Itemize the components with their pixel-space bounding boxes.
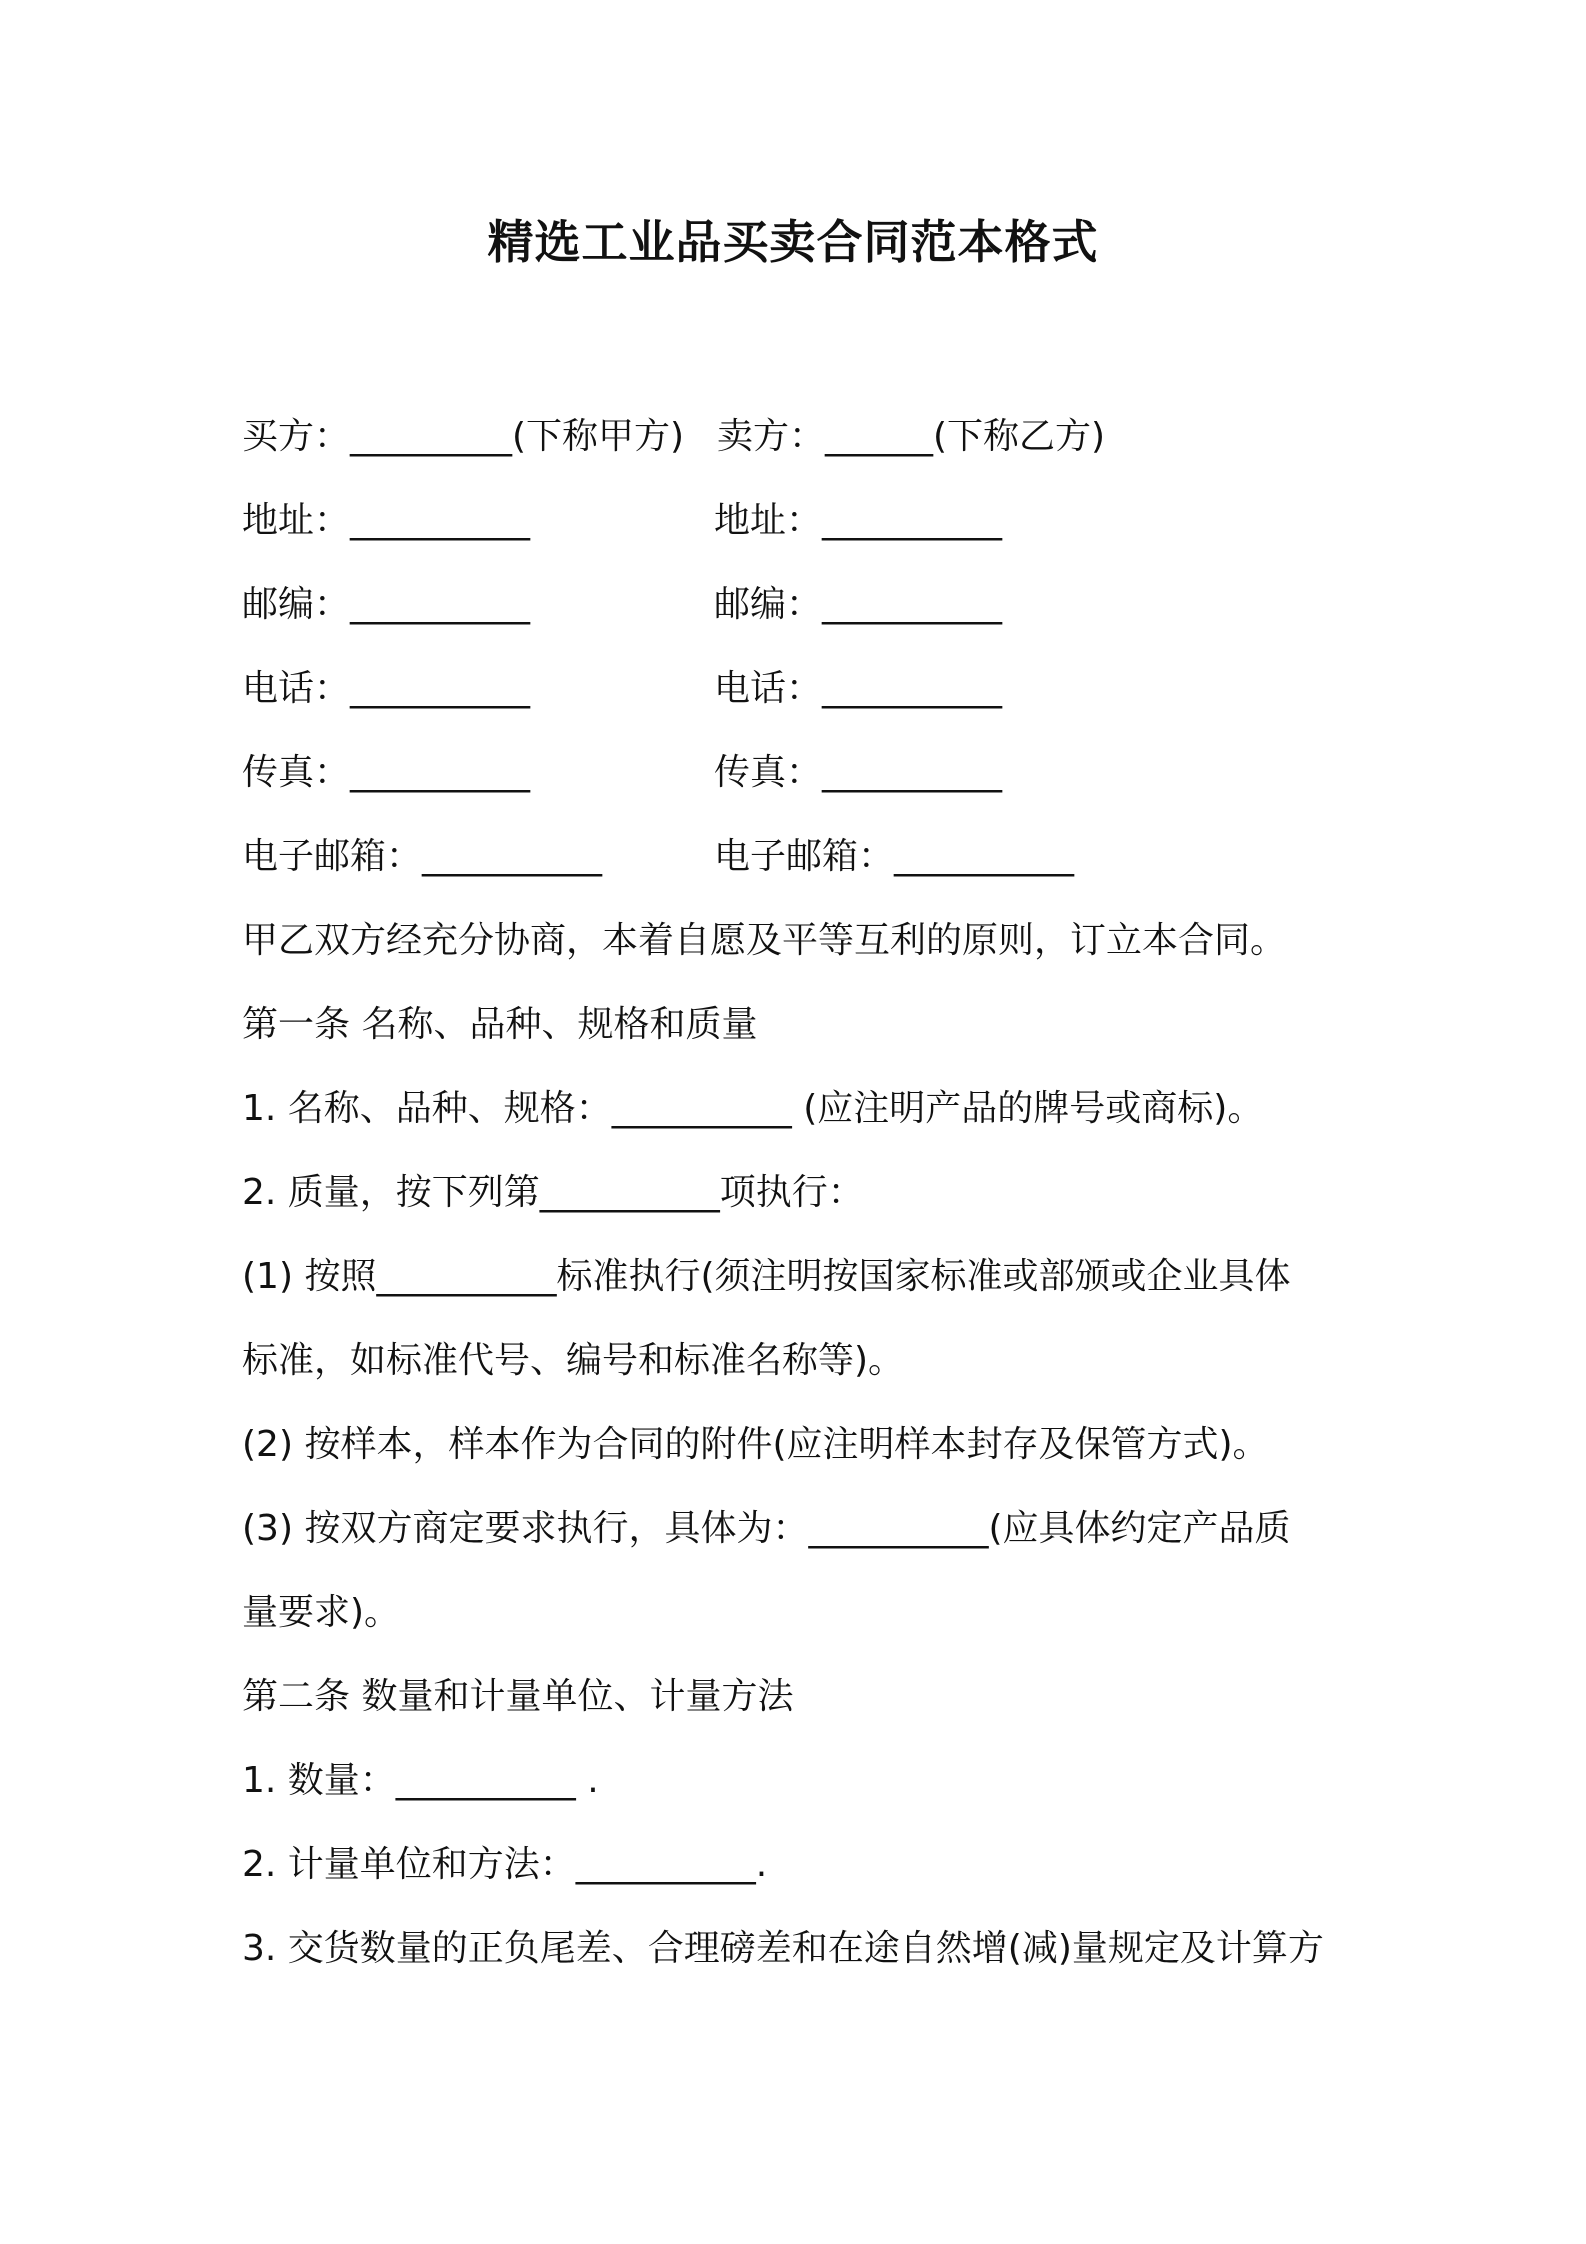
- article-1-heading: 第一条 名称、品种、规格和质量: [242, 1004, 758, 1045]
- article-1-option-2: (2) 按样本，样本作为合同的附件(应注明样本封存及保管方式)。: [242, 1424, 1269, 1465]
- article-2-heading: 第二条 数量和计量单位、计量方法: [242, 1676, 794, 1717]
- buyer-field: 买方：_________(下称甲方): [242, 416, 685, 457]
- seller-address-field: 地址：__________: [714, 500, 1003, 541]
- seller-field: 卖方：______(下称乙方): [717, 416, 1106, 457]
- buyer-address-field: 地址：__________: [242, 500, 531, 541]
- article-1-item-2: 2. 质量，按下列第__________项执行：: [242, 1172, 864, 1213]
- document-title: 精选工业品买卖合同范本格式: [487, 215, 1099, 269]
- buyer-fax-field: 传真：__________: [242, 752, 531, 793]
- article-1-option-3-line-2: 量要求)。: [242, 1592, 401, 1633]
- seller-fax-field: 传真：__________: [714, 752, 1003, 793]
- article-1-option-1-line-1: (1) 按照__________标准执行(须注明按国家标准或部颁或企业具体: [242, 1256, 1291, 1297]
- article-2-item-3: 3. 交货数量的正负尾差、合理磅差和在途自然增(减)量规定及计算方: [242, 1928, 1324, 1969]
- article-2-item-2: 2. 计量单位和方法：__________.: [242, 1844, 768, 1885]
- seller-phone-field: 电话：__________: [714, 668, 1003, 709]
- article-2-item-1: 1. 数量：__________ .: [242, 1760, 599, 1801]
- buyer-phone-field: 电话：__________: [242, 668, 531, 709]
- intro-paragraph: 甲乙双方经充分协商，本着自愿及平等互利的原则，订立本合同。: [242, 920, 1287, 961]
- seller-email-field: 电子邮箱：__________: [714, 836, 1075, 877]
- article-1-option-3-line-1: (3) 按双方商定要求执行，具体为：__________(应具体约定产品质: [242, 1508, 1291, 1549]
- buyer-postcode-field: 邮编：__________: [242, 584, 531, 625]
- buyer-email-field: 电子邮箱：__________: [242, 836, 603, 877]
- article-1-item-1: 1. 名称、品种、规格：__________ (应注明产品的牌号或商标)。: [242, 1088, 1264, 1129]
- seller-postcode-field: 邮编：__________: [714, 584, 1003, 625]
- article-1-option-1-line-2: 标准，如标准代号、编号和标准名称等)。: [242, 1340, 905, 1381]
